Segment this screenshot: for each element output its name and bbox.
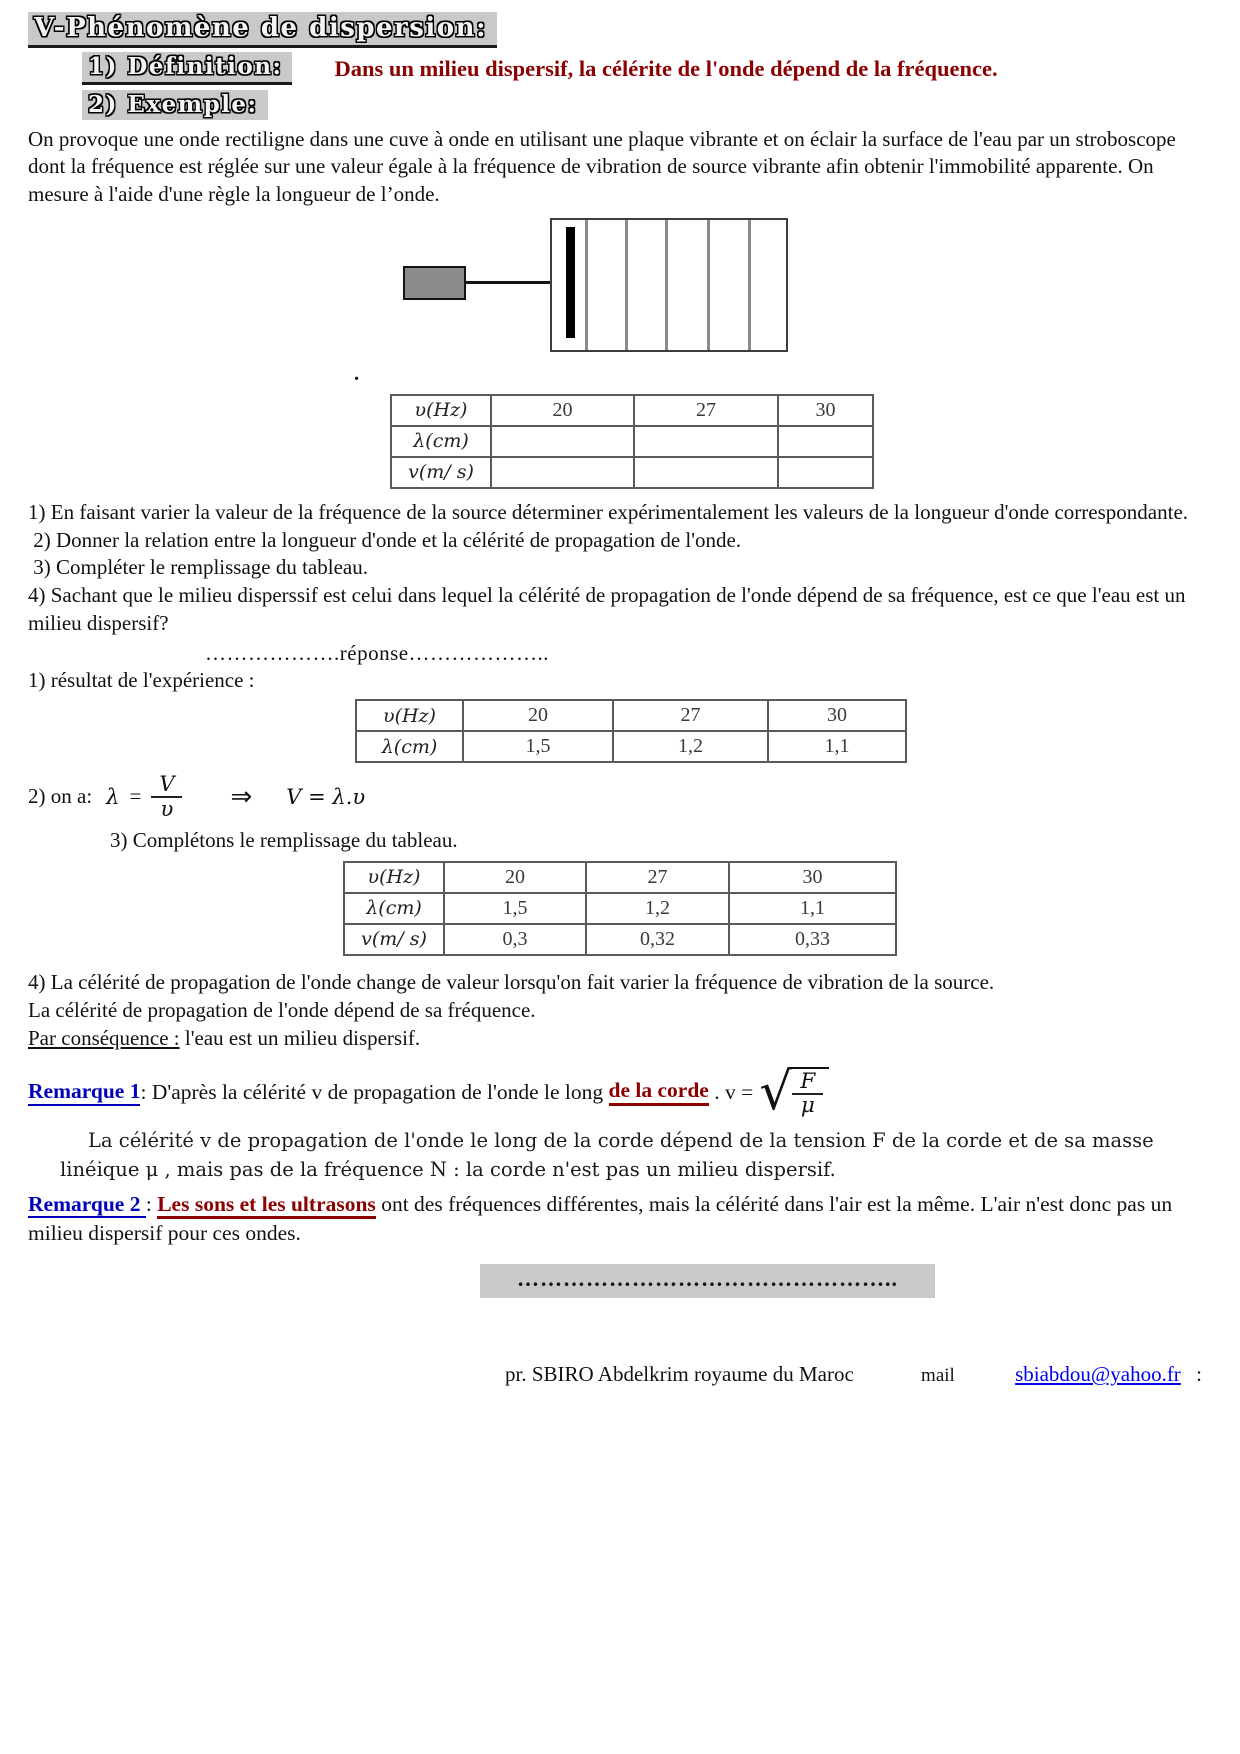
result-table — [355, 699, 907, 763]
table-cell — [778, 426, 873, 457]
answer-1-label: 1) résultat de l'expérience : — [28, 668, 255, 693]
fraction-numerator: V — [151, 773, 182, 797]
question-2: 2) Donner la relation entre la longueur d'onde et la célérité de propagation de l'onde. — [28, 527, 742, 552]
exemple-row — [82, 90, 1240, 120]
table-cell: 1,5 — [463, 731, 613, 762]
radical-sign: √ — [759, 1061, 793, 1122]
row-label-frequency: υ(Hz) — [356, 700, 463, 731]
question-4: 4) Sachant que le milieu disperssif est celui dans lequel la célérité de propagation de l'onde dépend de sa fréquence, est ce que l'eau est un milieu dispersif? — [28, 583, 1191, 635]
table-row — [344, 893, 896, 924]
table-cell — [491, 426, 634, 457]
fraction-denominator: υ — [160, 796, 174, 821]
wavefront-line — [707, 220, 710, 350]
table-cell: 1,1 — [768, 731, 906, 762]
table-row — [391, 426, 873, 457]
remark-2 — [28, 1190, 1223, 1248]
table-cell: 20 — [444, 862, 586, 893]
remark-1-highlight: de la corde — [609, 1078, 709, 1106]
page-footer — [0, 1362, 1240, 1387]
sqrt-denominator: μ — [800, 1093, 815, 1119]
row-label-celerity: v(m/ s) — [391, 457, 491, 488]
remark-1-body-line2: linéique μ , mais pas de la fréquence N : la corde n'est pas un milieu dispersif. — [60, 1157, 836, 1181]
section-header — [28, 12, 1240, 48]
heading-exemple: 2) Exemple: — [82, 90, 268, 120]
table-cell: 30 — [778, 395, 873, 426]
table-row — [391, 457, 873, 488]
answer-4-line2: La célérité de propagation de l'onde dépend de sa fréquence. — [28, 997, 536, 1022]
row-label-wavelength: λ(cm) — [344, 893, 444, 924]
remark-2-label: Remarque 2 — [28, 1192, 146, 1217]
remark-1-text-after: . v = — [708, 1079, 754, 1104]
lambda-symbol: λ — [106, 784, 120, 809]
questions-block — [28, 499, 1218, 638]
wavefront-line — [748, 220, 751, 350]
remark-1-text: : D'après la célérité v de propagation de l'onde le long — [140, 1079, 609, 1104]
author-credit: pr. SBIRO Abdelkrim royaume du Maroc — [505, 1362, 854, 1387]
mail-label: mail — [921, 1365, 955, 1387]
answer-3-label: 3) Complétons le remplissage du tableau. — [110, 827, 458, 852]
row-label-wavelength: λ(cm) — [356, 731, 463, 762]
wavefront-line — [665, 220, 668, 350]
table-cell: 1,2 — [613, 731, 768, 762]
table-row — [391, 395, 873, 426]
row-label-wavelength: λ(cm) — [391, 426, 491, 457]
radicand-fraction — [788, 1067, 829, 1118]
table-cell — [491, 457, 634, 488]
measurement-table-empty — [390, 394, 874, 489]
equals-sign: = — [129, 784, 142, 809]
relation-formula — [28, 773, 1240, 819]
table-cell: 1,2 — [586, 893, 729, 924]
dotted-divider: ………………………………………….. — [480, 1264, 935, 1298]
table-row — [356, 700, 906, 731]
row-label-frequency: υ(Hz) — [344, 862, 444, 893]
table-cell: 0,3 — [444, 924, 586, 955]
table-cell: 1,1 — [729, 893, 896, 924]
definition-row — [82, 52, 1240, 85]
conclusion-line — [28, 1024, 1218, 1052]
table-cell: 0,32 — [586, 924, 729, 955]
table-cell: 1,5 — [444, 893, 586, 924]
wavefront-line — [585, 220, 588, 350]
sqrt-numerator: F — [792, 1071, 823, 1096]
wave-tank-diagram — [0, 208, 1240, 368]
fraction-v-over-nu — [151, 773, 182, 819]
table-row — [344, 924, 896, 955]
stray-dot: . — [354, 360, 360, 385]
question-1: 1) En faisant varier la valeur de la fréquence de la source déterminer expérimentalement les valeurs de la longueur d'onde correspondante. — [28, 499, 1189, 524]
definition-statement: Dans un milieu dispersif, la célérite de l'onde dépend de la fréquence. — [334, 55, 998, 81]
sqrt-formula — [759, 1061, 829, 1122]
table-cell: 27 — [586, 862, 729, 893]
implies-arrow: ⇒ — [230, 781, 253, 811]
conclusion-text: l'eau est un milieu dispersif. — [179, 1026, 421, 1051]
page-title: V-Phénomène de dispersion: — [28, 12, 497, 48]
email-link[interactable]: sbiabdou@yahoo.fr — [1015, 1362, 1181, 1387]
row-label-frequency: υ(Hz) — [391, 395, 491, 426]
wavefront-line — [625, 220, 628, 350]
remark-1-body — [60, 1126, 1210, 1185]
table-cell — [634, 457, 778, 488]
table-cell: 30 — [768, 700, 906, 731]
table-row — [344, 862, 896, 893]
footer-colon: : — [1196, 1362, 1202, 1387]
answer-2-prefix: 2) on a: — [28, 784, 93, 809]
remark-2-text: ont des fréquences différentes, mais la célérité dans l'air est la même. L'air n'est donc pas un milieu dispersif pour ces ondes. — [28, 1192, 1173, 1246]
remark-1 — [28, 1061, 1240, 1122]
table-cell — [634, 426, 778, 457]
table-cell — [778, 457, 873, 488]
completed-table — [343, 861, 897, 956]
answer-4-line1: 4) La célérité de propagation de l'onde change de valeur lorsqu'on fait varier la fréquence de vibration de la source. — [28, 969, 995, 994]
vibrator-box — [403, 266, 466, 300]
result-formula: V = λ.υ — [286, 784, 366, 809]
table-cell: 27 — [613, 700, 768, 731]
conclusion-label: Par conséquence : — [28, 1026, 180, 1051]
question-3: 3) Compléter le remplissage du tableau. — [28, 555, 368, 580]
remark-2-highlight: Les sons et les ultrasons — [157, 1192, 376, 1219]
remark-1-label: Remarque 1 — [28, 1079, 140, 1106]
table-cell: 30 — [729, 862, 896, 893]
remark-1-body-line1: La célérité v de propagation de l'onde le long de la corde dépend de la tension F de la corde et de sa masse — [88, 1128, 1154, 1152]
intro-paragraph: On provoque une onde rectiligne dans une cuve à onde en utilisant une plaque vibrante et on éclair la surface de l'eau par un stroboscope dont la fréquence est réglée sur une valeur égale à la fréquence de vibration de source vibrante afin obtenir l'immobilité apparente. On mesure à l'aide d'une règle la longueur de l’onde. — [28, 127, 1176, 206]
table-cell: 20 — [463, 700, 613, 731]
conclusion-block — [28, 968, 1218, 1053]
heading-definition: 1) Définition: — [82, 52, 292, 85]
remark-2-separator: : — [145, 1192, 158, 1217]
row-label-celerity: v(m/ s) — [344, 924, 444, 955]
reponse-dotted-line: ……………….réponse……………….. — [205, 641, 550, 666]
table-cell: 27 — [634, 395, 778, 426]
table-row — [356, 731, 906, 762]
table-cell: 20 — [491, 395, 634, 426]
table-cell: 0,33 — [729, 924, 896, 955]
vibrating-plate — [566, 227, 575, 338]
wave-tank — [550, 218, 788, 352]
